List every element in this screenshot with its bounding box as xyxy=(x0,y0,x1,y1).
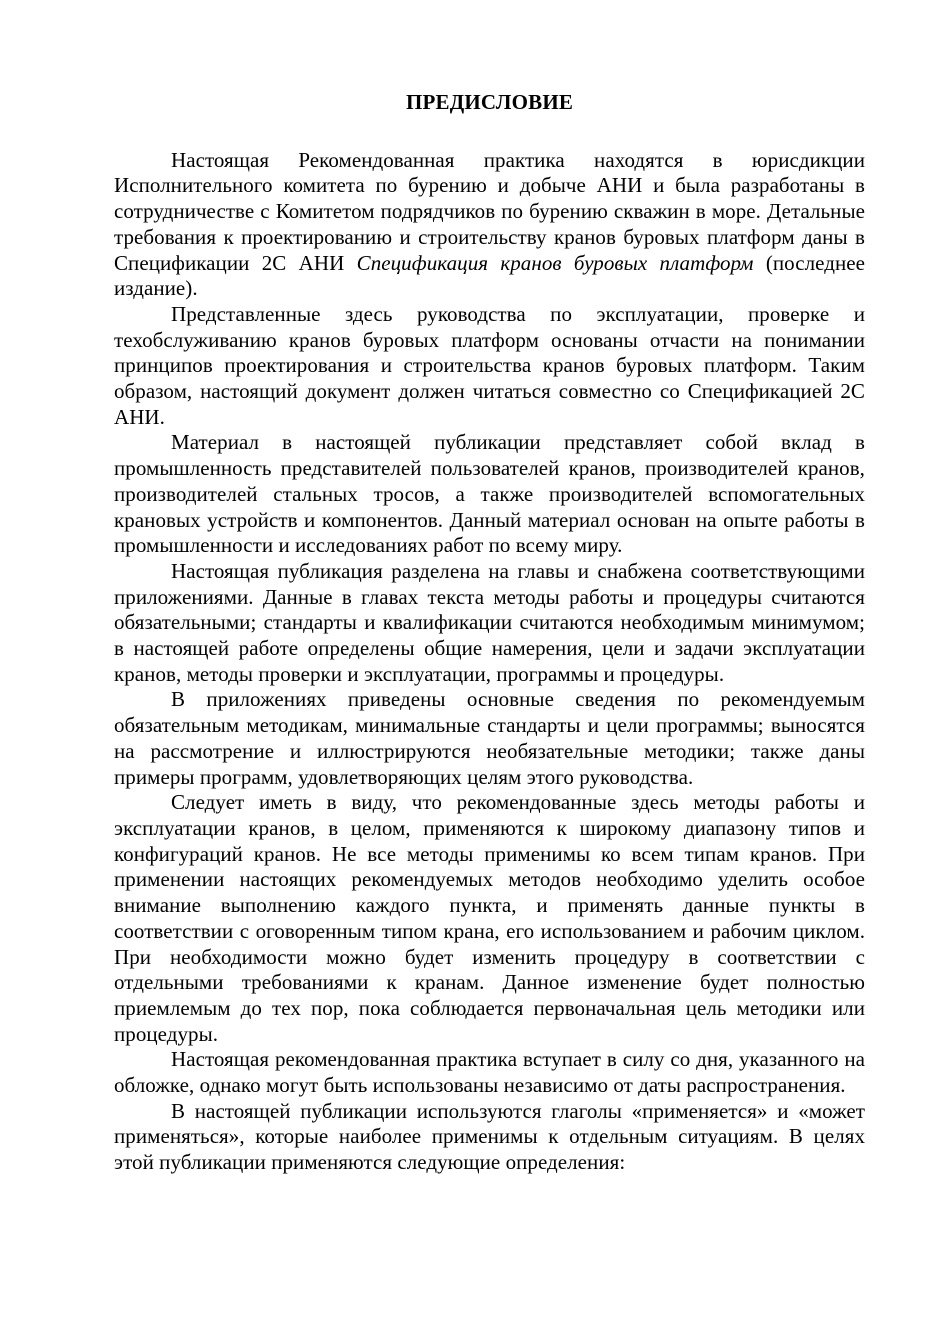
paragraph-3: Материал в настоящей публикации представляет собой вклад в промышленность представителей пользователей кранов, производителей кранов, производителей стальных тросов, а также производителей вспомогательных крановых устройств и компонентов. Данный материал основан на опыте работы в промышленности и исследованиях работ по всему миру. xyxy=(114,430,865,558)
paragraph-1-text: Настоящая Рекомендованная практика находятся в юрисдикции Исполнительного комитета по бурению и добыче АНИ и была разработаны в сотрудничестве с Комитетом подрядчиков по бурению скважин в море. Детальные требования к проектированию и строительству кранов буровых платформ даны в Спецификации 2С АНИ xyxy=(114,147,865,275)
page-title: ПРЕДИСЛОВИЕ xyxy=(405,90,574,114)
paragraph-2: Представленные здесь руководства по эксплуатации, проверке и техобслуживанию кранов буровых платформ основаны отчасти на понимании принципов проектирования и строительства кранов буровых платформ. Таким образом, настоящий документ должен читаться совместно со Спецификацией 2С АНИ. xyxy=(114,301,865,429)
paragraph-1 xyxy=(114,148,865,302)
paragraph-1-text-end: (последнее издание). xyxy=(114,250,866,301)
document-page xyxy=(114,90,865,1176)
paragraph-5: В приложениях приведены основные сведения по рекомендуемым обязательным методикам, минимальные стандарты и цели программы; выносятся на рассмотрение и иллюстрируются необязательные методики; также даны примеры программ, удовлетворяющих целям этого руководства. xyxy=(114,687,865,789)
paragraph-6: Следует иметь в виду, что рекомендованные здесь методы работы и эксплуатации кранов, в целом, применяются к широкому диапазону типов и конфигураций кранов. Не все методы применимы ко всем типам кранов. При применении настоящих рекомендуемых методов необходимо уделить особое внимание выполнению каждого пункта, и применять данные пункты в соответствии с оговоренным типом крана, его использованием и рабочим циклом. При необходимости можно будет изменить процедуру в соответствии с отдельными требованиями к кранам. Данное изменение будет полностью приемлемым до тех пор, пока соблюдается первоначальная цель методики или процедуры. xyxy=(114,790,865,1046)
paragraph-7: Настоящая рекомендованная практика вступает в силу со дня, указанного на обложке, однако могут быть использованы независимо от даты распространения. xyxy=(114,1047,865,1098)
paragraph-4: Настоящая публикация разделена на главы и снабжена соответствующими приложениями. Данные в главах текста методы работы и процедуры считаются обязательными; стандарты и квалификации считаются необходимым минимумом; в настоящей работе определены общие намерения, цели и задачи эксплуатации кранов, методы проверки и эксплуатации, программы и процедуры. xyxy=(114,558,865,686)
paragraph-8: В настоящей публикации используются глаголы «применяется» и «может применяться», которые наиболее применимы к отдельным ситуациям. В целях этой публикации применяются следующие определения: xyxy=(114,1098,865,1175)
paragraph-1-italic-title: Спецификация кранов буровых платформ xyxy=(356,250,754,275)
